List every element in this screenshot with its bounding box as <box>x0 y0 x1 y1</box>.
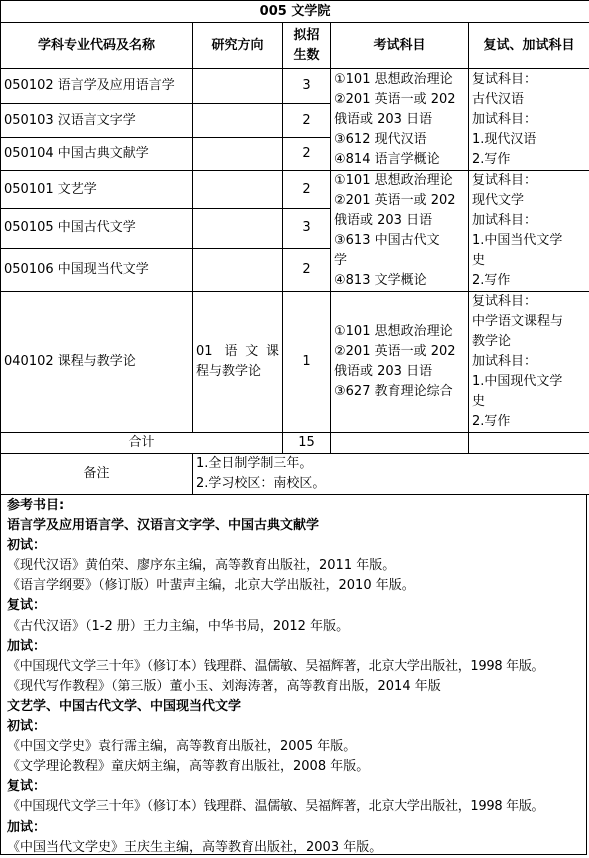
retest-line: 古代汉语 <box>472 90 586 110</box>
retest-line: 复试科目： <box>472 70 586 90</box>
reference-line: 《语言学纲要》（修订版）叶蜚声主编，北京大学出版社，2010 年版。 <box>7 576 580 596</box>
reference-line: 《中国当代文学史》王庆生主编，高等教育出版社，2003 年版。 <box>7 838 580 858</box>
retest-line: 加试科目： <box>472 352 586 372</box>
reference-line: 《文学理论教程》童庆炳主编，高等教育出版社，2008 年版。 <box>7 757 580 777</box>
retest-line: 史 <box>472 251 586 271</box>
notes-content <box>193 454 589 495</box>
retest-subjects <box>469 292 589 433</box>
direction-cell <box>193 209 283 248</box>
retest-subjects <box>469 69 589 171</box>
reference-books <box>0 494 587 855</box>
reference-line: 《中国现代文学三十年》（修订本）钱理群、温儒敏、吴福辉著，北京大学出版社，1998 年版。 <box>7 797 580 817</box>
exam-line: ③612 现代汉语 <box>334 130 465 150</box>
major-name: 050105 中国古代文学 <box>1 209 193 248</box>
direction-cell <box>193 104 283 138</box>
reference-line: 复试： <box>7 596 580 616</box>
reference-line: 《古代汉语》（1-2 册）王力主编，中华书局，2012 年版。 <box>7 617 580 637</box>
exam-line: ②201 英语一或 202 <box>334 90 465 110</box>
department-title: 005 文学院 <box>1 1 589 23</box>
header-direction: 研究方向 <box>193 23 283 69</box>
retest-line: 中学语文课程与 <box>472 312 586 332</box>
enroll-count: 3 <box>283 209 331 248</box>
reference-line: 《现代写作教程》（第三版）董小玉、刘海涛著，高等教育出版，2014 年版 <box>7 677 580 697</box>
major-name: 040102 课程与教学论 <box>1 292 193 433</box>
exam-line: ①101 思想政治理论 <box>334 70 465 90</box>
exam-subjects <box>331 171 469 292</box>
retest-line: 2.写作 <box>472 271 586 291</box>
retest-line: 加试科目： <box>472 110 586 130</box>
total-label: 合计 <box>1 433 283 454</box>
major-name: 050101 文艺学 <box>1 171 193 209</box>
major-name: 050103 汉语言文字学 <box>1 104 193 138</box>
reference-line: 加试： <box>7 818 580 838</box>
exam-line: ④814 语言学概论 <box>334 150 465 170</box>
note-line: 2.学习校区：南校区。 <box>196 474 586 494</box>
header-enroll-line: 拟招 <box>286 26 327 46</box>
major-name: 050104 中国古典文献学 <box>1 138 193 171</box>
reference-line: 语言学及应用语言学、汉语言文字学、中国古典文献学 <box>7 516 580 536</box>
retest-line: 1.中国现代文学 <box>472 372 586 392</box>
retest-line: 加试科目： <box>472 211 586 231</box>
direction-cell <box>193 292 283 433</box>
exam-subjects <box>331 292 469 433</box>
direction-cell <box>193 171 283 209</box>
reference-line: 加试： <box>7 637 580 657</box>
note-line: 1.全日制学制三年。 <box>196 454 586 474</box>
exam-line: ③627 教育理论综合 <box>334 382 465 402</box>
retest-line: 1.中国当代文学 <box>472 231 586 251</box>
retest-line: 复试科目： <box>472 171 586 191</box>
reference-line: 初试： <box>7 717 580 737</box>
notes-label: 备注 <box>1 454 193 495</box>
enroll-count: 2 <box>283 171 331 209</box>
reference-line: 《中国文学史》袁行霈主编，高等教育出版社，2005 年版。 <box>7 737 580 757</box>
exam-line: 俄语或 203 日语 <box>334 110 465 130</box>
retest-line: 2.写作 <box>472 150 586 170</box>
enroll-count: 2 <box>283 104 331 138</box>
header-enroll-line: 生数 <box>286 46 327 66</box>
header-major: 学科专业代码及名称 <box>1 23 193 69</box>
exam-line: ④813 文学概论 <box>334 271 465 291</box>
direction-cell <box>193 248 283 291</box>
total-count: 15 <box>283 433 331 454</box>
reference-line: 参考书目: <box>7 496 580 516</box>
exam-line: 俄语或 203 日语 <box>334 211 465 231</box>
exam-line: ②201 英语一或 202 <box>334 342 465 362</box>
reference-line: 《现代汉语》黄伯荣、廖序东主编，高等教育出版社，2011 年版。 <box>7 556 580 576</box>
enroll-count: 2 <box>283 248 331 291</box>
reference-line: 初试： <box>7 536 580 556</box>
exam-line: 学 <box>334 251 465 271</box>
header-exam: 考试科目 <box>331 23 469 69</box>
exam-line: ③613 中国古代文 <box>334 231 465 251</box>
exam-line: ①101 思想政治理论 <box>334 171 465 191</box>
reference-line: 《中国现代文学三十年》（修订本）钱理群、温儒敏、吴福辉著，北京大学出版社，1998 年版。 <box>7 657 580 677</box>
direction-cell <box>193 138 283 171</box>
total-empty <box>469 433 589 454</box>
retest-subjects <box>469 171 589 292</box>
enroll-count: 1 <box>283 292 331 433</box>
retest-line: 1.现代汉语 <box>472 130 586 150</box>
header-enroll <box>283 23 331 69</box>
reference-line: 文艺学、中国古代文学、中国现当代文学 <box>7 697 580 717</box>
direction-line: 01 语文课 <box>196 342 279 362</box>
retest-line: 复试科目： <box>472 292 586 312</box>
exam-line: ①101 思想政治理论 <box>334 322 465 342</box>
header-retest: 复试、加试科目 <box>469 23 589 69</box>
retest-line: 教学论 <box>472 332 586 352</box>
retest-line: 现代文学 <box>472 191 586 211</box>
direction-line: 程与教学论 <box>196 362 279 382</box>
major-name: 050106 中国现当代文学 <box>1 248 193 291</box>
total-empty <box>331 433 469 454</box>
direction-cell <box>193 69 283 104</box>
exam-subjects <box>331 69 469 171</box>
enroll-count: 3 <box>283 69 331 104</box>
exam-line: ②201 英语一或 202 <box>334 191 465 211</box>
reference-line: 复试： <box>7 777 580 797</box>
retest-line: 2.写作 <box>472 412 586 432</box>
exam-line: 俄语或 203 日语 <box>334 362 465 382</box>
major-name: 050102 语言学及应用语言学 <box>1 69 193 104</box>
enroll-count: 2 <box>283 138 331 171</box>
retest-line: 史 <box>472 392 586 412</box>
